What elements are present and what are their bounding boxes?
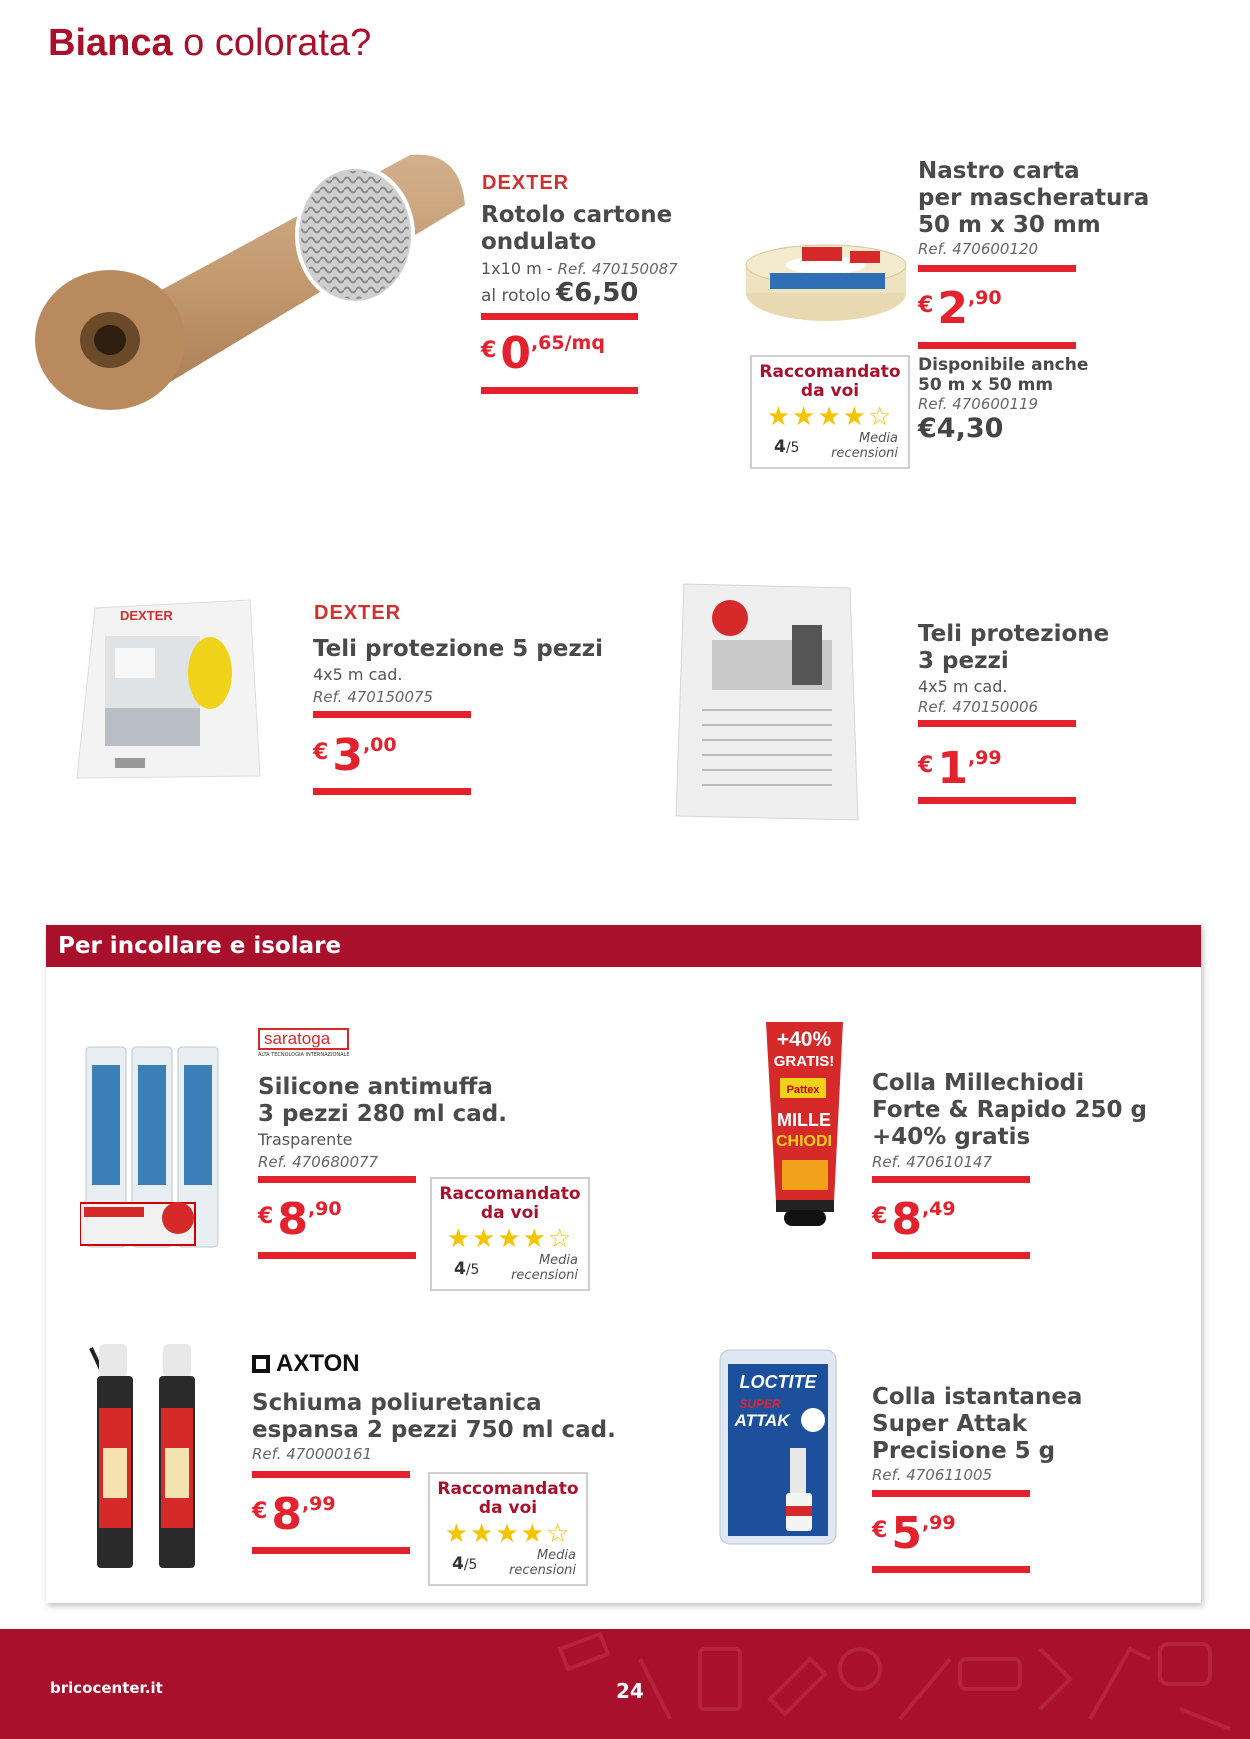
product-name: Teli protezione 5 pezzi bbox=[313, 636, 603, 662]
roll-price: al rotolo €6,50 bbox=[481, 278, 639, 308]
divider-line bbox=[313, 788, 471, 795]
svg-text:CHIODI: CHIODI bbox=[776, 1133, 832, 1150]
dexter-logo: DEXTER bbox=[482, 172, 570, 194]
divider-line bbox=[481, 387, 638, 394]
footer-site[interactable]: bricocenter.it bbox=[50, 1679, 163, 1697]
price: €1,99 bbox=[918, 743, 1002, 794]
divider-line bbox=[481, 313, 638, 320]
page-number: 24 bbox=[616, 1679, 644, 1703]
saratoga-logo: saratoga ALTA TECNOLOGIA INTERNAZIONALE bbox=[258, 1029, 350, 1058]
section-title: Per incollare e isolare bbox=[46, 925, 1201, 967]
product-name: Rotolo cartone ondulato bbox=[481, 202, 673, 255]
dexter-logo: DEXTER bbox=[314, 602, 402, 624]
rating-badge: Raccomandato da voi ★★★★☆ 4/5 Media recensioni bbox=[430, 1177, 590, 1291]
protection-sheet-5-image bbox=[75, 598, 270, 783]
star-rating-icon: ★★★★☆ bbox=[766, 402, 894, 432]
silicone-tubes-image bbox=[80, 1035, 230, 1260]
axton-logo: AXTON bbox=[252, 1350, 360, 1378]
svg-text:LOCTITE: LOCTITE bbox=[739, 1372, 817, 1392]
product-ref: Ref. 470611005 bbox=[872, 1466, 993, 1484]
svg-text:DEXTER: DEXTER bbox=[120, 608, 173, 623]
price: €3,00 bbox=[313, 730, 397, 781]
svg-text:SUPER: SUPER bbox=[739, 1397, 781, 1411]
divider-line bbox=[918, 342, 1076, 349]
product-ref: Ref. 470000161 bbox=[252, 1445, 373, 1463]
product-ref: Ref. 470150075 bbox=[313, 688, 434, 706]
section-panel bbox=[46, 925, 1201, 1603]
product-name: Colla istantanea Super Attak Precisione 5 g bbox=[872, 1384, 1083, 1464]
product-name: Schiuma poliuretanica espansa 2 pezzi 750 ml cad. bbox=[252, 1390, 616, 1443]
star-rating-icon: ★★★★☆ bbox=[444, 1519, 572, 1549]
product-name: Nastro carta per mascheratura 50 m x 30 mm bbox=[918, 158, 1150, 238]
product-desc: 4x5 m cad. bbox=[313, 665, 403, 684]
svg-text:+40%: +40% bbox=[776, 1028, 832, 1051]
price: €8,90 bbox=[258, 1194, 342, 1245]
loctite-pack-image bbox=[718, 1348, 838, 1546]
price: €2,90 bbox=[918, 283, 1002, 334]
divider-line bbox=[872, 1252, 1030, 1259]
product-desc: 1x10 m - Ref. 470150087 bbox=[481, 259, 678, 278]
divider-line bbox=[252, 1471, 410, 1478]
divider-line bbox=[872, 1490, 1030, 1497]
product-name: Silicone antimuffa 3 pezzi 280 ml cad. bbox=[258, 1074, 507, 1127]
millechiodi-tube-image bbox=[762, 1020, 847, 1228]
cardboard-roll-image bbox=[20, 145, 470, 445]
product-desc: Trasparente bbox=[258, 1130, 353, 1149]
divider-line bbox=[258, 1176, 416, 1183]
price: €0,65/mq bbox=[481, 328, 605, 379]
rating-badge: Raccomandato da voi ★★★★☆ 4/5 Media recensioni bbox=[750, 355, 910, 469]
product-ref: Ref. 470610147 bbox=[872, 1153, 993, 1171]
price: €8,99 bbox=[252, 1489, 336, 1540]
page-title: Bianca o colorata? bbox=[48, 22, 372, 64]
divider-line bbox=[872, 1566, 1030, 1573]
product-ref: Ref. 470150006 bbox=[918, 698, 1039, 716]
divider-line bbox=[918, 720, 1076, 727]
protection-sheet-3-image bbox=[672, 580, 862, 825]
footer bbox=[0, 1629, 1250, 1739]
price: €5,99 bbox=[872, 1508, 956, 1559]
price: €8,49 bbox=[872, 1194, 956, 1245]
divider-line bbox=[252, 1547, 410, 1554]
product-ref: Ref. 470600120 bbox=[918, 240, 1039, 258]
masking-tape-image bbox=[742, 243, 910, 325]
product-name: Teli protezione 3 pezzi bbox=[918, 621, 1110, 674]
foam-cans-image bbox=[85, 1338, 215, 1573]
divider-line bbox=[918, 265, 1076, 272]
divider-line bbox=[872, 1176, 1030, 1183]
divider-line bbox=[918, 797, 1076, 804]
also-available: Disponibile anche 50 m x 50 mm Ref. 470600119 €4,30 bbox=[918, 355, 1089, 444]
star-rating-icon: ★★★★☆ bbox=[446, 1224, 574, 1254]
svg-text:GRATIS!: GRATIS! bbox=[773, 1053, 835, 1070]
svg-text:MILLE: MILLE bbox=[777, 1110, 831, 1130]
product-desc: 4x5 m cad. bbox=[918, 677, 1008, 696]
svg-text:Pattex: Pattex bbox=[786, 1084, 820, 1096]
svg-text:ATTAK: ATTAK bbox=[734, 1411, 790, 1430]
divider-line bbox=[258, 1252, 416, 1259]
product-name: Colla Millechiodi Forte & Rapido 250 g +40% gratis bbox=[872, 1070, 1147, 1150]
rating-badge: Raccomandato da voi ★★★★☆ 4/5 Media recensioni bbox=[428, 1472, 588, 1586]
divider-line bbox=[313, 711, 471, 718]
product-ref: Ref. 470680077 bbox=[258, 1153, 379, 1171]
